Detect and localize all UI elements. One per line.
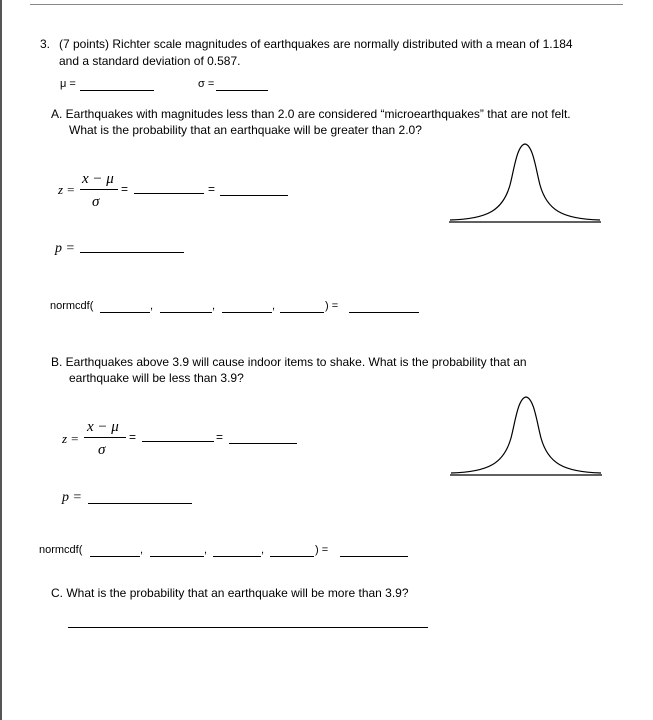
partB-text-line2: earthquake will be less than 3.9? (69, 371, 244, 385)
partC-answer-blank[interactable] (68, 627, 428, 628)
partA-fraction-bar (80, 189, 118, 190)
partA-z-label: z = (58, 182, 76, 197)
left-margin-rule (0, 0, 2, 720)
partC-text-line1: C. What is the probability that an earthquake will be more than 3.9? (51, 586, 409, 600)
mu-label: μ = (60, 78, 76, 90)
partA-equals-1: = (121, 182, 129, 196)
question-text-line1: (7 points) Richter scale magnitudes of earthquakes are normally distributed with a mean of 1.184 (59, 37, 573, 51)
partA-text-line1: A. Earthquakes with magnitudes less than 2.0 are considered “microearthquakes” that are not felt. (51, 107, 571, 121)
partB-z-denominator: σ (98, 442, 106, 458)
partA-z-answer-blank[interactable] (220, 195, 288, 196)
partB-normcdf-arg2[interactable] (150, 556, 204, 557)
partA-equals-2: = (208, 182, 216, 196)
partA-normcdf-arg4[interactable] (280, 312, 324, 313)
partB-normcdf-arg1[interactable] (90, 556, 140, 557)
partB-normcdf-label: normcdf( (39, 544, 83, 556)
partB-normcdf-close: ) = (315, 544, 329, 556)
partB-normcdf-result-blank[interactable] (340, 556, 408, 557)
partB-equals-2: = (216, 430, 224, 444)
partA-normcdf-label: normcdf( (50, 300, 94, 312)
partA-normcdf-result-blank[interactable] (349, 312, 419, 313)
partA-comma-1: , (150, 300, 154, 312)
partB-p-label: p = (62, 490, 82, 505)
sigma-label: σ = (198, 78, 215, 90)
partB-comma-3: , (261, 544, 265, 556)
partB-normcdf-arg3[interactable] (213, 556, 261, 557)
partB-z-work-blank[interactable] (142, 441, 214, 442)
partB-z-answer-blank[interactable] (229, 443, 297, 444)
mu-answer-blank[interactable] (80, 90, 154, 91)
partB-z-label: z = (62, 431, 80, 446)
question-number: 3. (40, 37, 51, 51)
partA-normcdf-arg3[interactable] (222, 312, 272, 313)
partB-z-numerator: x − μ (87, 419, 119, 435)
partA-text-line2: What is the probability that an earthquake will be greater than 2.0? (69, 123, 422, 137)
partA-comma-3: , (272, 300, 276, 312)
partB-equals-1: = (129, 430, 137, 444)
sigma-answer-blank[interactable] (216, 90, 268, 91)
partA-p-label: p = (55, 241, 75, 256)
partB-normal-curve (449, 394, 603, 480)
question-text-line2: and a standard deviation of 0.587. (59, 54, 241, 68)
partB-fraction-bar (84, 437, 126, 438)
partA-z-denominator: σ (92, 194, 100, 210)
partB-text-line1: B. Earthquakes above 3.9 will cause indoor items to shake. What is the probability that an (51, 355, 527, 369)
partA-normcdf-arg1[interactable] (100, 312, 150, 313)
partA-normcdf-close: ) = (325, 300, 339, 312)
partA-normal-curve (448, 140, 602, 226)
top-rule (30, 4, 623, 5)
partA-p-answer-blank[interactable] (80, 252, 184, 253)
partA-z-numerator: x − μ (82, 171, 114, 187)
partA-comma-2: , (212, 300, 216, 312)
partB-p-answer-blank[interactable] (88, 503, 192, 504)
partA-z-work-blank[interactable] (134, 193, 204, 194)
partB-comma-1: , (140, 544, 144, 556)
partB-comma-2: , (204, 544, 208, 556)
partA-normcdf-arg2[interactable] (160, 312, 212, 313)
partB-normcdf-arg4[interactable] (270, 556, 314, 557)
